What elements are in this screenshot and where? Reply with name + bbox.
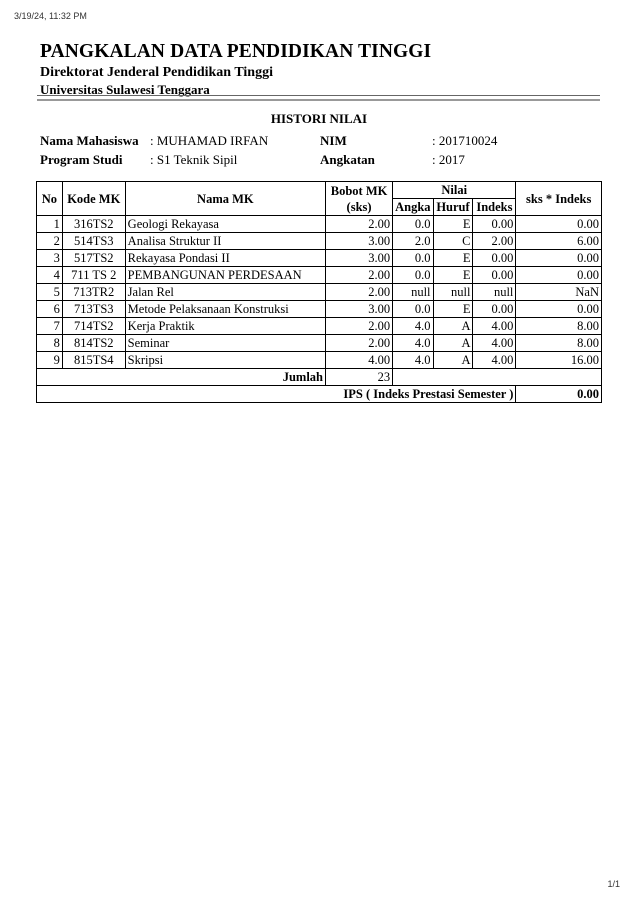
row-number: 7	[37, 318, 63, 335]
course-name: Metode Pelaksanaan Konstruksi	[125, 301, 325, 318]
jumlah-value: 23	[326, 369, 393, 386]
table-row	[37, 352, 602, 369]
header-angka: Angka	[393, 199, 433, 216]
grade-number: 0.0	[393, 267, 433, 284]
nim-value: : 201710024	[432, 133, 498, 148]
course-credits: 3.00	[326, 233, 393, 250]
row-number: 8	[37, 335, 63, 352]
credits-times-index: 8.00	[516, 318, 602, 335]
course-code: 713TS3	[62, 301, 125, 318]
page-number: 1/1	[607, 879, 620, 889]
row-number: 3	[37, 250, 63, 267]
course-code: 316TS2	[62, 216, 125, 233]
course-credits: 2.00	[326, 335, 393, 352]
table-row	[37, 233, 602, 250]
credits-times-index: 8.00	[516, 335, 602, 352]
row-number: 1	[37, 216, 63, 233]
course-credits: 2.00	[326, 216, 393, 233]
table-row	[37, 250, 602, 267]
course-code: 714TS2	[62, 318, 125, 335]
angkatan-label: Angkatan	[320, 152, 375, 167]
table-row	[37, 284, 602, 301]
grade-letter: E	[433, 216, 473, 233]
grade-number: 4.0	[393, 318, 433, 335]
grade-letter: E	[433, 267, 473, 284]
table-row	[37, 318, 602, 335]
grade-number: 0.0	[393, 250, 433, 267]
grade-number: 0.0	[393, 301, 433, 318]
grade-letter: A	[433, 318, 473, 335]
grade-number: 4.0	[393, 352, 433, 369]
credits-times-index: 6.00	[516, 233, 602, 250]
grade-letter: null	[433, 284, 473, 301]
course-credits: 2.00	[326, 318, 393, 335]
row-number: 4	[37, 267, 63, 284]
row-number: 9	[37, 352, 63, 369]
ips-value: 0.00	[516, 386, 602, 403]
grade-number: null	[393, 284, 433, 301]
student-name-value: : MUHAMAD IRFAN	[150, 133, 269, 148]
print-datetime: 3/19/24, 11:32 PM	[14, 11, 87, 21]
grade-letter: A	[433, 335, 473, 352]
grade-number: 2.0	[393, 233, 433, 250]
grade-letter: E	[433, 250, 473, 267]
grade-index: 0.00	[473, 267, 516, 284]
course-code: 814TS2	[62, 335, 125, 352]
grade-index: 0.00	[473, 301, 516, 318]
grade-index: 4.00	[473, 318, 516, 335]
grade-number: 0.0	[393, 216, 433, 233]
credits-times-index: 0.00	[516, 301, 602, 318]
grade-letter: E	[433, 301, 473, 318]
table-row	[37, 216, 602, 233]
directorate-name: Direktorat Jenderal Pendidikan Tinggi	[40, 65, 273, 80]
header-nama-mk: Nama MK	[125, 182, 325, 216]
grade-letter: A	[433, 352, 473, 369]
course-code: 815TS4	[62, 352, 125, 369]
ips-label: IPS ( Indeks Prestasi Semester )	[37, 386, 516, 403]
course-name: PEMBANGUNAN PERDESAAN	[125, 267, 325, 284]
grade-letter: C	[433, 233, 473, 250]
ips-row	[37, 386, 602, 403]
course-name: Jalan Rel	[125, 284, 325, 301]
program-value: : S1 Teknik Sipil	[150, 152, 238, 167]
university-name: Universitas Sulawesi Tenggara	[40, 82, 210, 97]
row-number: 2	[37, 233, 63, 250]
grades-table	[36, 181, 602, 403]
student-name-label: Nama Mahasiswa	[40, 133, 139, 148]
course-credits: 2.00	[326, 267, 393, 284]
jumlah-label: Jumlah	[37, 369, 326, 386]
header-indeks: Indeks	[473, 199, 516, 216]
angkatan-value: : 2017	[432, 152, 465, 167]
row-number: 5	[37, 284, 63, 301]
course-code: 514TS3	[62, 233, 125, 250]
nim-label: NIM	[320, 133, 347, 148]
course-name: Analisa Struktur II	[125, 233, 325, 250]
jumlah-empty-cell	[393, 369, 602, 386]
grade-index: 0.00	[473, 216, 516, 233]
page-title: PANGKALAN DATA PENDIDIKAN TINGGI	[40, 41, 432, 62]
course-name: Seminar	[125, 335, 325, 352]
course-code: 517TS2	[62, 250, 125, 267]
grade-index: 4.00	[473, 352, 516, 369]
grade-index: null	[473, 284, 516, 301]
course-credits: 2.00	[326, 284, 393, 301]
section-title: HISTORI NILAI	[270, 111, 368, 126]
grade-index: 0.00	[473, 250, 516, 267]
credits-times-index: NaN	[516, 284, 602, 301]
program-label: Program Studi	[40, 152, 123, 167]
credits-times-index: 0.00	[516, 267, 602, 284]
header-sks-indeks: sks * Indeks	[516, 182, 602, 216]
credits-times-index: 0.00	[516, 216, 602, 233]
course-credits: 3.00	[326, 301, 393, 318]
course-name: Geologi Rekayasa	[125, 216, 325, 233]
course-code: 713TR2	[62, 284, 125, 301]
grade-number: 4.0	[393, 335, 433, 352]
report-header	[40, 40, 600, 98]
course-credits: 4.00	[326, 352, 393, 369]
row-number: 6	[37, 301, 63, 318]
header-kode-mk: Kode MK	[62, 182, 125, 216]
course-name: Skripsi	[125, 352, 325, 369]
header-nilai: Nilai	[393, 182, 516, 199]
table-row	[37, 267, 602, 284]
grade-index: 4.00	[473, 335, 516, 352]
grade-index: 2.00	[473, 233, 516, 250]
header-no: No	[37, 182, 63, 216]
table-row	[37, 301, 602, 318]
course-credits: 3.00	[326, 250, 393, 267]
course-name: Rekayasa Pondasi II	[125, 250, 325, 267]
course-code: 711 TS 2	[62, 267, 125, 284]
header-divider	[37, 95, 600, 101]
credits-times-index: 16.00	[516, 352, 602, 369]
header-bobot-mk: Bobot MK (sks)	[326, 182, 393, 216]
header-huruf: Huruf	[433, 199, 473, 216]
total-row	[37, 369, 602, 386]
table-row	[37, 335, 602, 352]
credits-times-index: 0.00	[516, 250, 602, 267]
course-name: Kerja Praktik	[125, 318, 325, 335]
